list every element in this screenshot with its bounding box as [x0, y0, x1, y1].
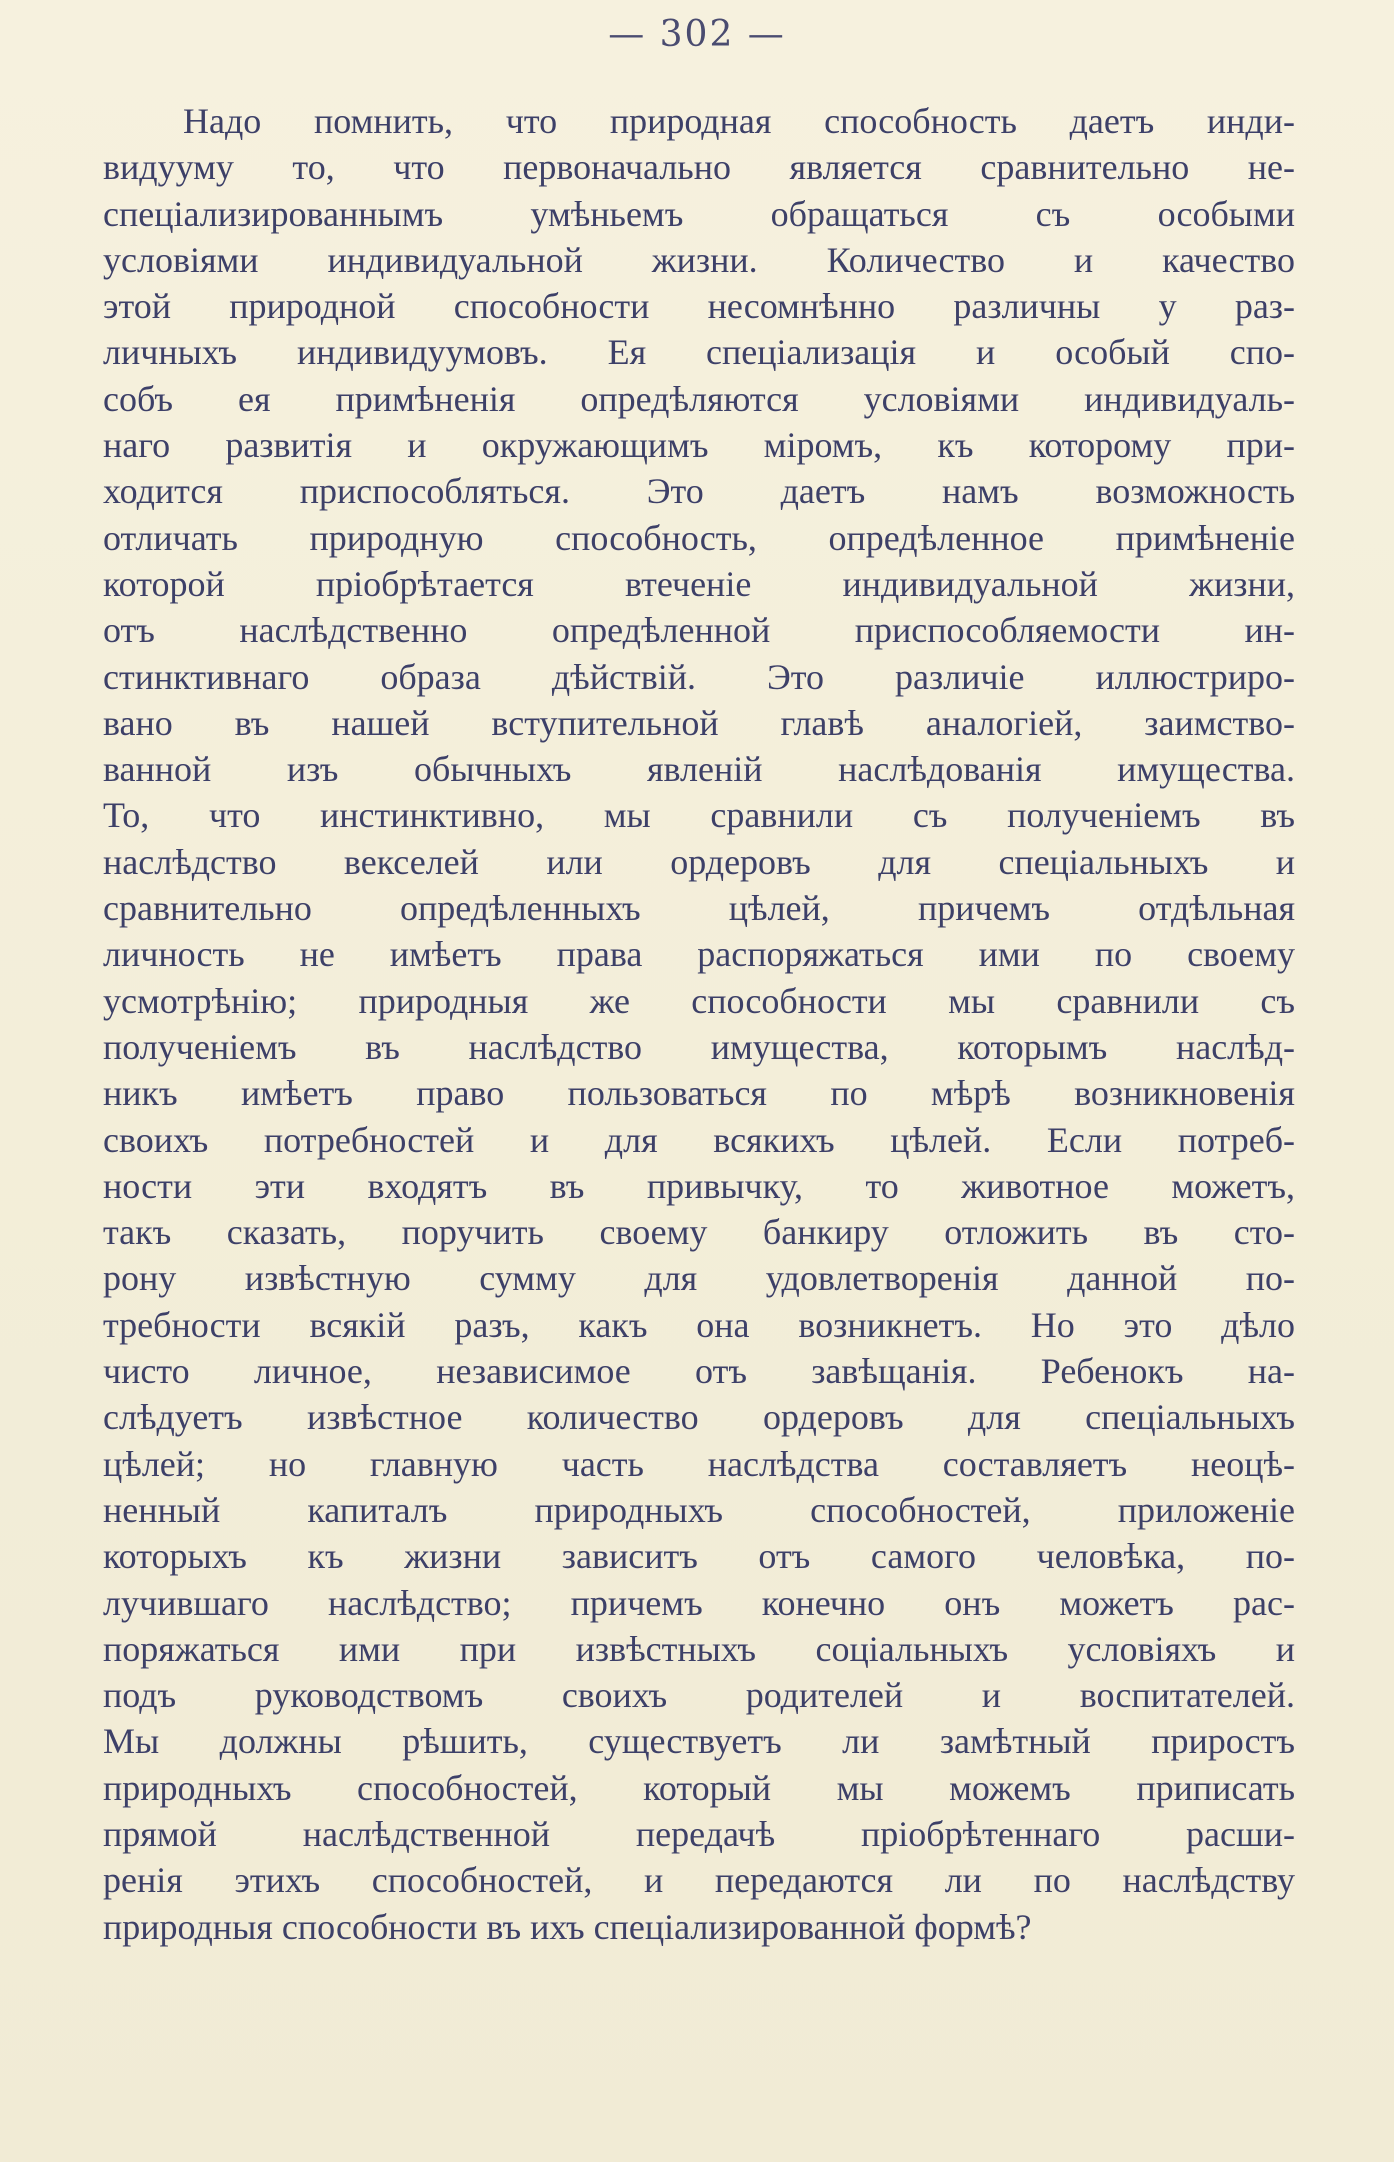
text-line: личность не имѣетъ права распоряжаться ими по своему: [103, 934, 1295, 975]
text-line: прямой наслѣдственной передачѣ пріобрѣтеннаго расши-: [103, 1813, 1295, 1854]
text-line: То, что инстинктивно, мы сравнили съ полученіемъ въ: [103, 795, 1295, 836]
text-line: видууму то, что первоначально является сравнительно не-: [103, 147, 1295, 188]
text-line: условіями индивидуальной жизни. Количество и качество: [103, 239, 1295, 280]
text-line: ванной изъ обычныхъ явленій наслѣдованія имущества.: [103, 749, 1295, 790]
text-line: своихъ потребностей и для всякихъ цѣлей. Если потреб-: [103, 1119, 1295, 1160]
text-line: ренія этихъ способностей, и передаются ли по наслѣдству: [103, 1860, 1295, 1901]
text-line: слѣдуетъ извѣстное количество ордеровъ для спеціальныхъ: [103, 1397, 1295, 1438]
text-line: личныхъ индивидуумовъ. Ея спеціализація и особый спо-: [103, 332, 1295, 373]
text-line: никъ имѣетъ право пользоваться по мѣрѣ возникновенія: [103, 1073, 1295, 1114]
text-line: ходится приспособляться. Это даетъ намъ возможность: [103, 471, 1295, 512]
text-line: цѣлей; но главную часть наслѣдства составляетъ неоцѣ-: [103, 1443, 1295, 1484]
text-line: отъ наслѣдственно опредѣленной приспособляемости ин-: [103, 610, 1295, 651]
text-line: природныхъ способностей, который мы можемъ приписать: [103, 1767, 1295, 1808]
text-line: подъ руководствомъ своихъ родителей и воспитателей.: [103, 1675, 1295, 1716]
text-line: которыхъ къ жизни зависитъ отъ самого человѣка, по-: [103, 1536, 1295, 1577]
text-line: поряжаться ими при извѣстныхъ соціальныхъ условіяхъ и: [103, 1628, 1295, 1669]
text-line: спеціализированнымъ умѣньемъ обращаться съ особыми: [103, 193, 1295, 234]
text-line: усмотрѣнію; природныя же способности мы сравнили съ: [103, 980, 1295, 1021]
text-line: стинктивнаго образа дѣйствій. Это различіе иллюстриро-: [103, 656, 1295, 697]
text-line: этой природной способности несомнѣнно различны у раз-: [103, 286, 1295, 327]
text-line: вано въ нашей вступительной главѣ аналогіей, заимство-: [103, 702, 1295, 743]
text-line: Надо помнить, что природная способность даетъ инди-: [183, 101, 1295, 141]
text-line: Мы должны рѣшить, существуетъ ли замѣтный приростъ: [103, 1721, 1295, 1762]
text-line: требности всякій разъ, какъ она возникнетъ. Но это дѣло: [103, 1304, 1295, 1345]
text-line: наго развитія и окружающимъ міромъ, къ которому при-: [103, 425, 1295, 466]
text-line: ненный капиталъ природныхъ способностей, приложеніе: [103, 1489, 1295, 1530]
text-line: которой пріобрѣтается втеченіе индивидуальной жизни,: [103, 563, 1295, 604]
body-text: [103, 98, 1295, 1950]
text-line: такъ сказать, поручить своему банкиру отложить въ сто-: [103, 1212, 1295, 1253]
text-line: ности эти входятъ въ привычку, то животное можетъ,: [103, 1165, 1295, 1206]
text-line: природныя способности въ ихъ спеціализированной формѣ?: [103, 1906, 1032, 1947]
text-line: лучившаго наслѣдство; причемъ конечно онъ можетъ рас-: [103, 1582, 1295, 1623]
text-line: полученіемъ въ наслѣдство имущества, которымъ наслѣд-: [103, 1026, 1295, 1067]
text-line: отличать природную способность, опредѣленное примѣненіе: [103, 517, 1295, 558]
text-line: собъ ея примѣненія опредѣляются условіями индивидуаль-: [103, 378, 1295, 419]
text-line: сравнительно опредѣленныхъ цѣлей, причемъ отдѣльная: [103, 888, 1295, 929]
page-number: — 302 —: [608, 14, 786, 55]
text-line: рону извѣстную сумму для удовлетворенія данной по-: [103, 1258, 1295, 1299]
text-line: наслѣдство векселей или ордеровъ для спеціальныхъ и: [103, 841, 1295, 882]
text-line: чисто личное, независимое отъ завѣщанія. Ребенокъ на-: [103, 1351, 1295, 1392]
